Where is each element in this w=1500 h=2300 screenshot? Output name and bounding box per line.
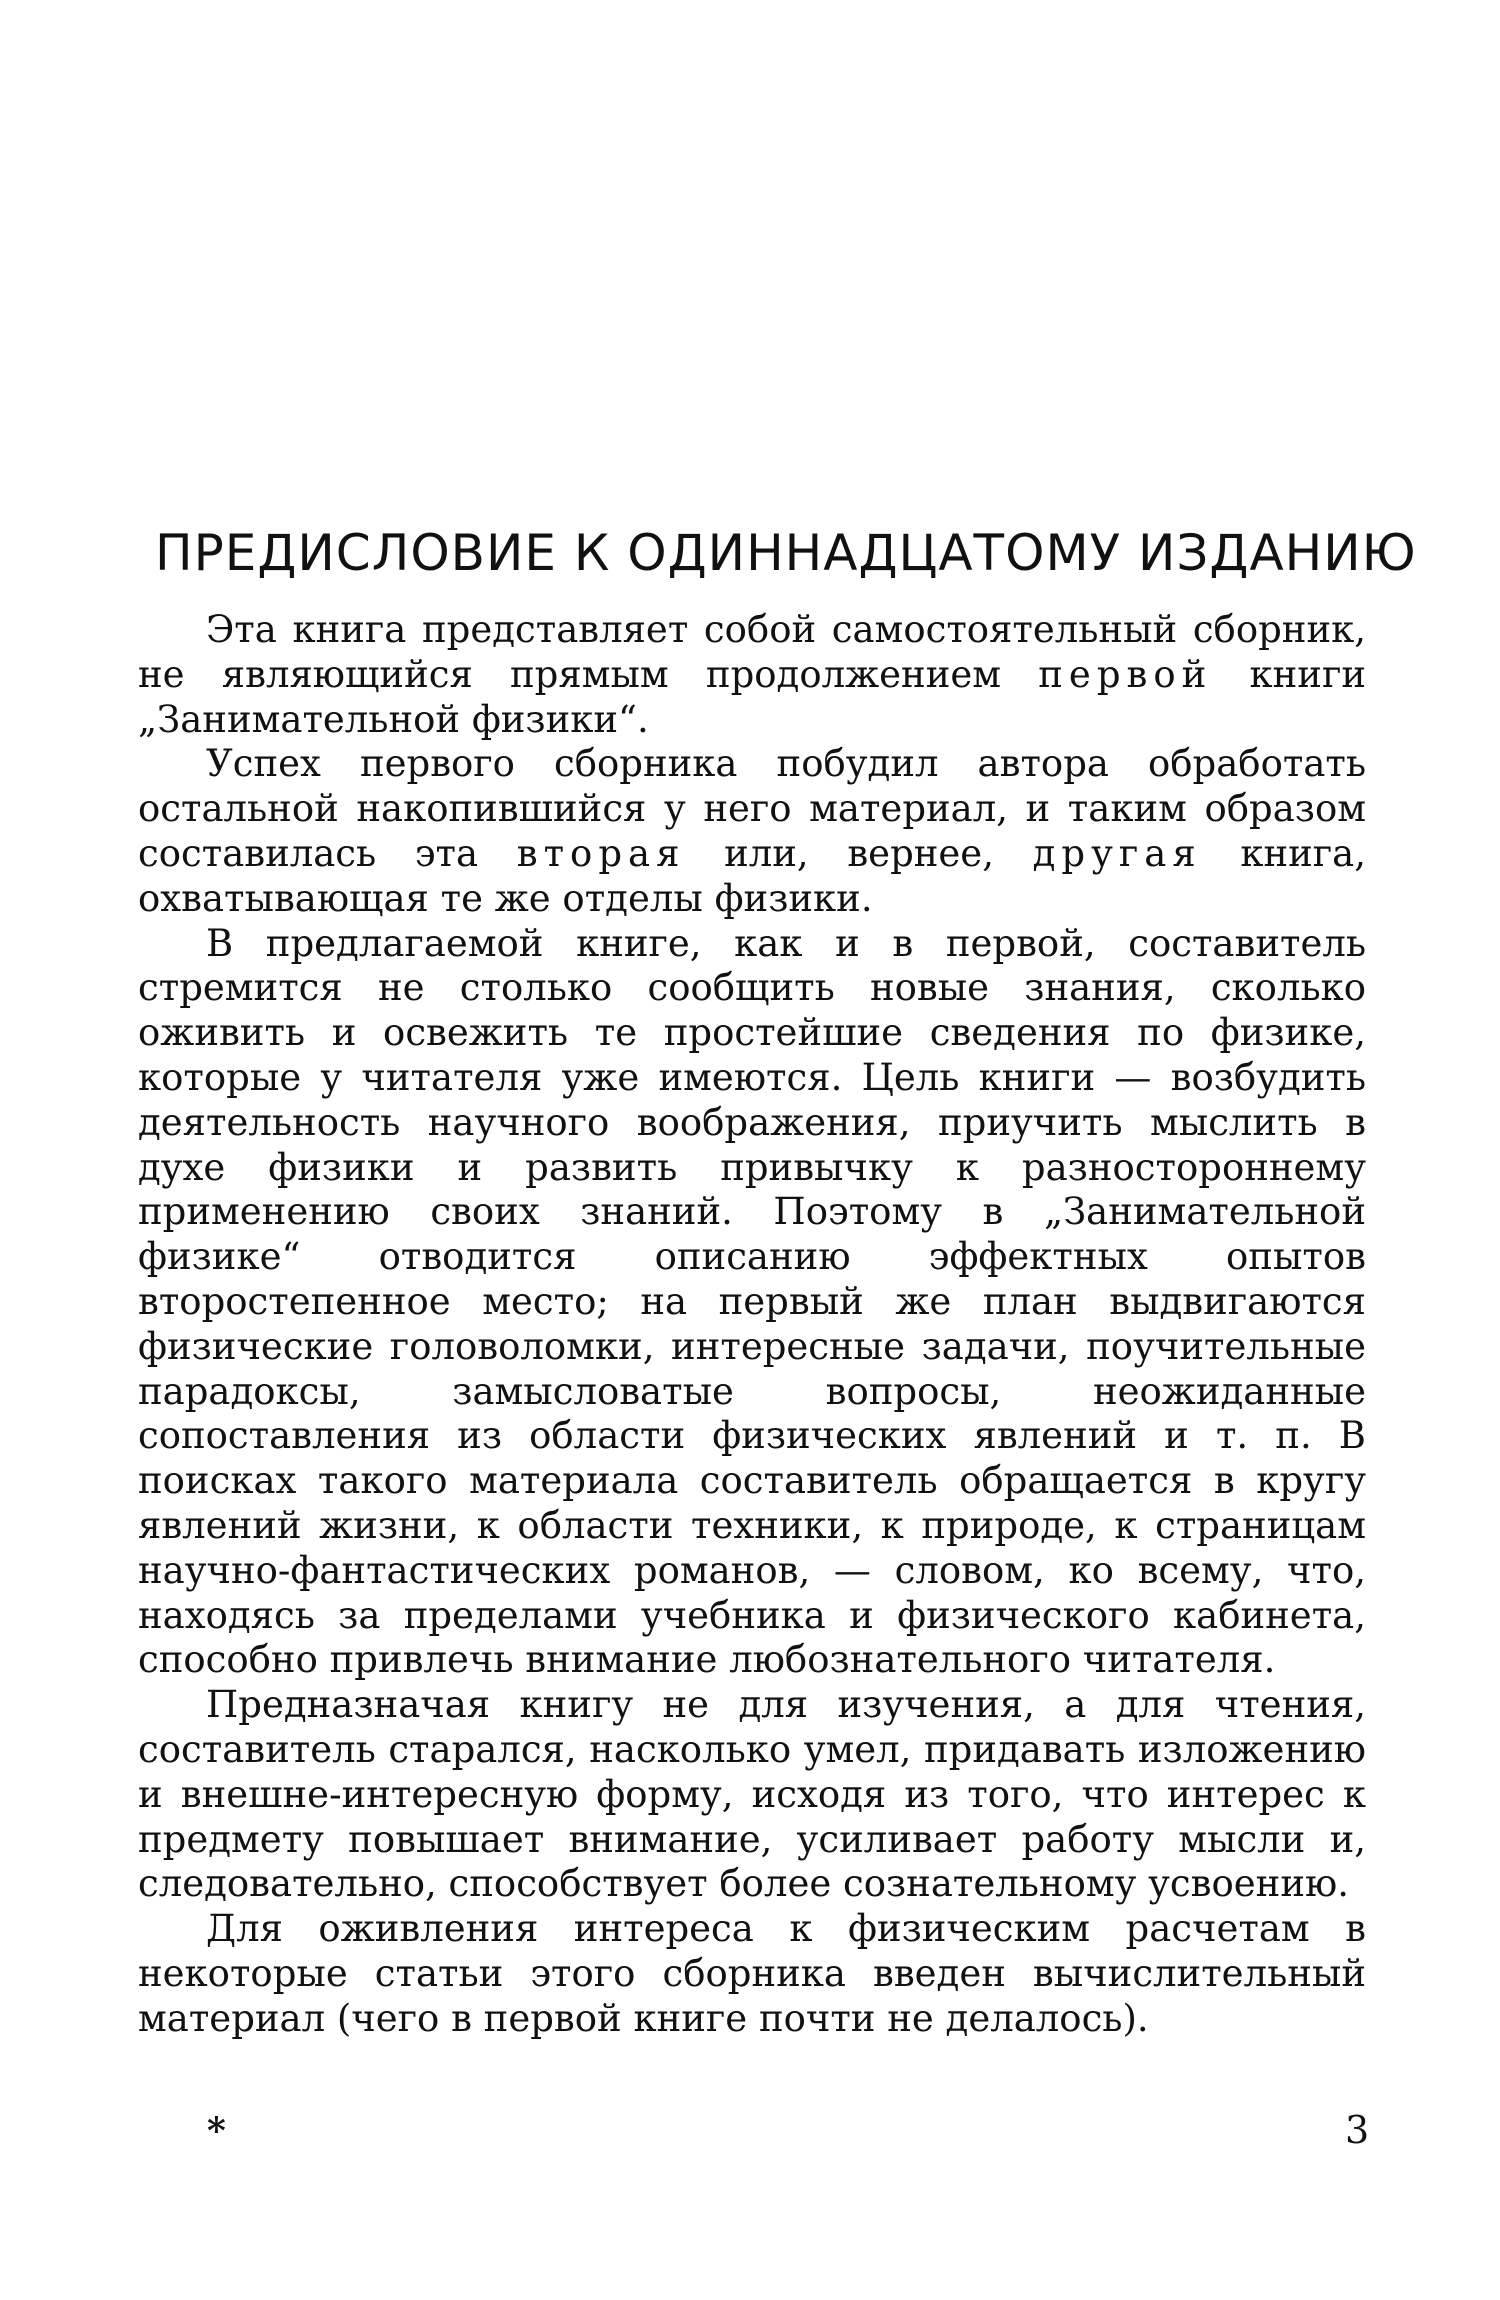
paragraph-2-part-3: книга, охватывающая те же отделы физики. <box>138 831 1366 920</box>
paragraph-5: Для оживления интереса к физическим расчетам в некоторые статьи этого сборника введен вычислительный материал (чего в первой книге почти не делалось). <box>138 1907 1366 2040</box>
paragraph-1-part-2: книги „Занимательной физики“. <box>138 652 1366 741</box>
paragraph-2-emphasis-1: вторая <box>516 831 686 875</box>
paragraph-2 <box>138 742 1366 921</box>
paragraph-1 <box>138 608 1366 742</box>
page-number: 3 <box>1345 2108 1370 2152</box>
paragraph-2-emphasis-2: другая <box>1032 831 1202 875</box>
paragraph-2-part-2: или, вернее, <box>685 831 1033 875</box>
body-text <box>138 608 1366 2042</box>
paragraph-4: Предназначая книгу не для изучения, а для чтения, составитель старался, насколько умел, придавать изложению и внешне-интересную форму, исходя из того, что интерес к предмету повышает внимание, усиливает работу мысли и, следовательно, способствует более сознательному усвоению. <box>138 1683 1366 1906</box>
paragraph-1-emphasis: первой <box>1038 652 1213 696</box>
page-heading: ПРЕДИСЛОВИЕ К ОДИННАДЦАТОМУ ИЗДАНИЮ <box>155 524 1417 582</box>
paragraph-1-part-1: Эта книга представляет собой самостоятельный сборник, не являющийся прямым продолжением <box>138 608 1366 696</box>
footer-asterisk: * <box>207 2110 226 2152</box>
paragraph-2-part-1: Успех первого сборника побудил автора обработать остальной накопившийся у него материал, и таким образом составилась эта <box>138 742 1366 875</box>
paragraph-3: В предлагаемой книге, как и в первой, составитель стремится не столько сообщить новые знания, сколько оживить и освежить те простейшие сведения по физике, которые у читателя уже имеются. Цель книги — возбудить деятельность научного воображения, приучить мыслить в духе физики и развить привычку к разностороннему применению своих знаний. Поэтому в „Занимательной физике“ отводится описанию эффектных опытов второстепенное место; на первый же план выдвигаются физические головоломки, интересные задачи, поучительные парадоксы, замысловатые вопросы, неожиданные сопоставления из области физических явлений и т. п. В поисках такого материала составитель обращается в кругу явлений жизни, к области техники, к природе, к страницам научно-фантастических романов, — словом, ко всему, что, находясь за пределами учебника и физического кабинета, способно привлечь внимание любознательного читателя. <box>138 921 1366 1682</box>
